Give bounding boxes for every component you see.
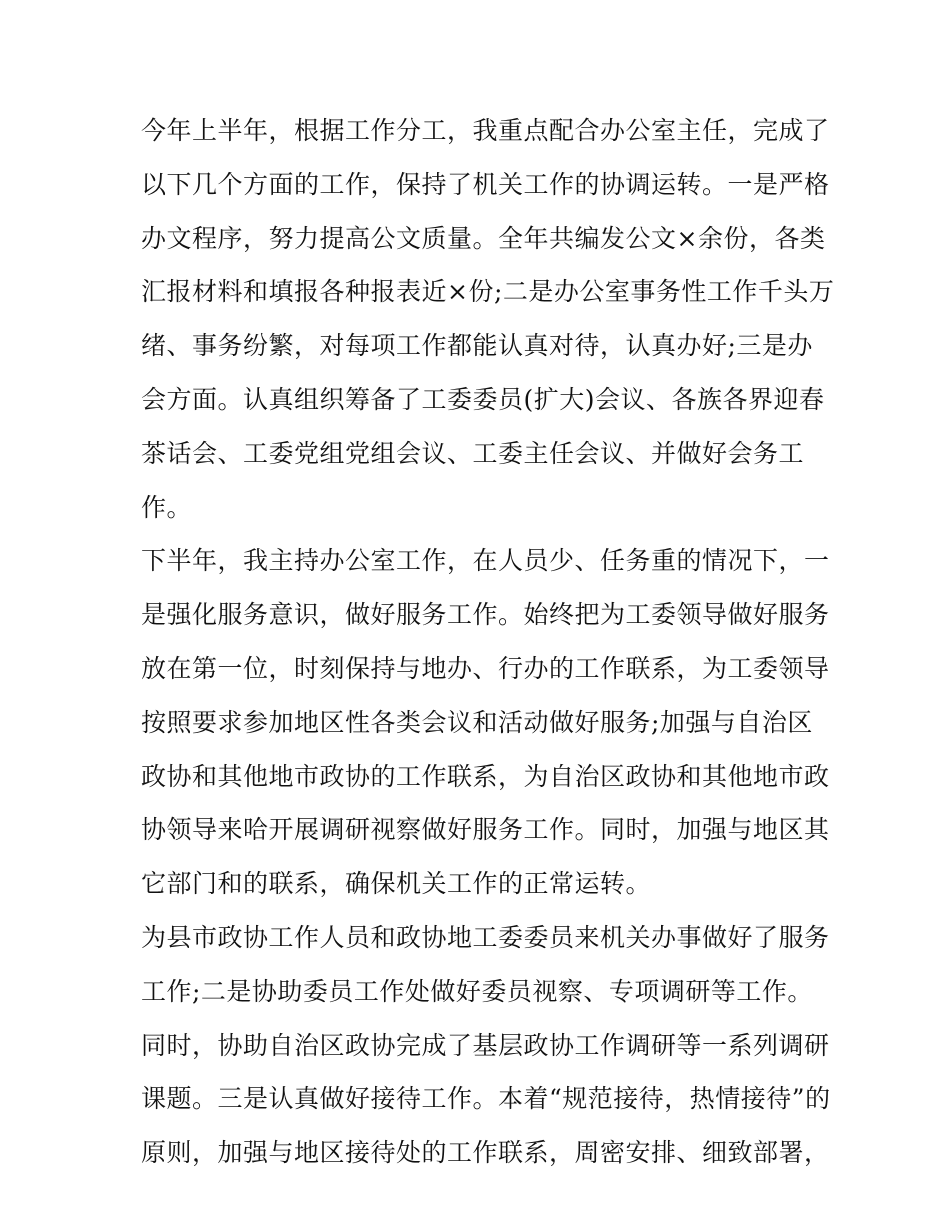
text-line: 政协和其他地市政协的工作联系，为自治区政协和其他地市政 xyxy=(141,761,830,791)
text-line: 今年上半年，根据工作分工，我重点配合办公室主任，完成了 xyxy=(141,116,830,145)
text-line: 作。 xyxy=(141,492,193,522)
text-line: 课题。三是认真做好接待工作。本着“规范接待，热情接待”的 xyxy=(141,1084,831,1114)
text-line: 茶话会、工委党组党组会议、工委主任会议、并做好会务工 xyxy=(141,438,805,468)
text-line: 下半年，我主持办公室工作，在人员少、任务重的情况下，一 xyxy=(141,546,830,576)
document-body xyxy=(141,104,835,1180)
text-line: 按照要求参加地区性各类会议和活动做好服务;加强与自治区 xyxy=(141,707,813,737)
text-line: 绪、事务纷繁，对每项工作都能认真对待，认真办好;三是办 xyxy=(141,331,813,361)
text-line: 为县市政协工作人员和政协地工委委员来机关办事做好了服务 xyxy=(141,922,830,952)
text-line: 办文程序，努力提高公文质量。全年共编发公文×余份，各类 xyxy=(141,223,826,253)
text-line: 协领导来哈开展调研视察做好服务工作。同时，加强与地区其 xyxy=(141,815,830,845)
text-line: 它部门和的联系，确保机关工作的正常运转。 xyxy=(141,869,652,899)
text-line: 会方面。认真组织筹备了工委委员(扩大)会议、各族各界迎春 xyxy=(141,384,825,414)
text-line: 以下几个方面的工作，保持了机关工作的协调运转。一是严格 xyxy=(141,169,830,199)
text-line: 是强化服务意识，做好服务工作。始终把为工委领导做好服务 xyxy=(141,600,830,630)
text-line: 同时，协助自治区政协完成了基层政协工作调研等一系列调研 xyxy=(141,1030,830,1060)
text-line: 汇报材料和填报各种报表近×份;二是办公室事务性工作千头万 xyxy=(141,277,835,307)
text-line: 原则，加强与地区接待处的工作联系，周密安排、细致部署， xyxy=(141,1138,830,1168)
text-line: 放在第一位，时刻保持与地办、行办的工作联系，为工委领导 xyxy=(141,653,830,683)
text-line: 工作;二是协助委员工作处做好委员视察、专项调研等工作。 xyxy=(141,976,813,1006)
